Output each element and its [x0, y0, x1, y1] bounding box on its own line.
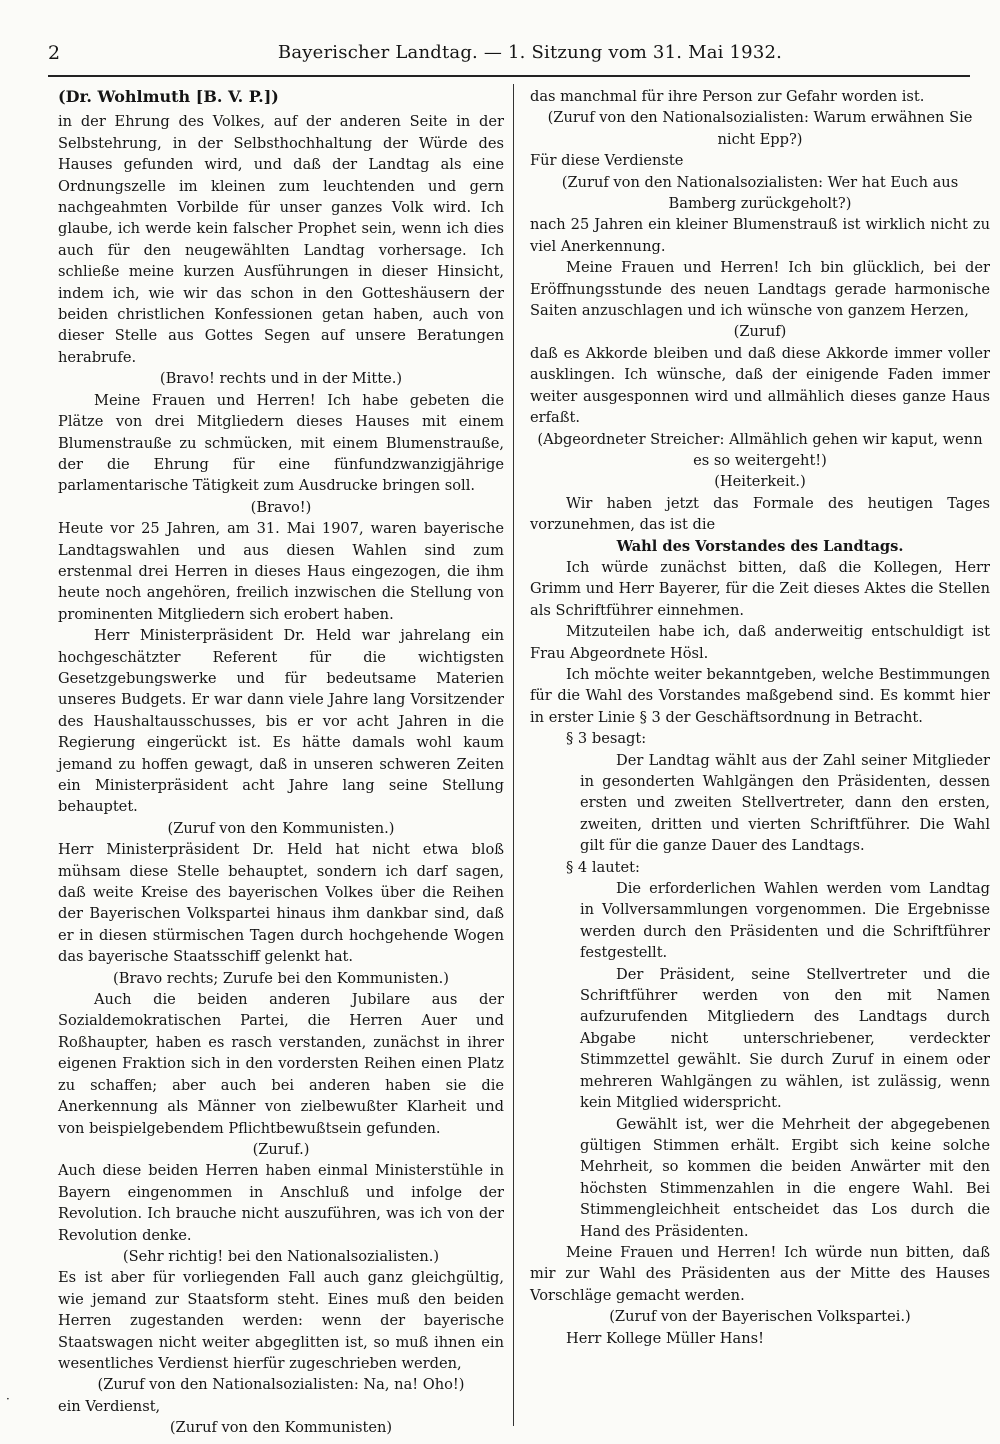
paragraph: Heute vor 25 Jahren, am 31. Mai 1907, waren bayerische Landtagswahlen und aus diesen Wahlen sind zum erstenmal drei Herren in dieses Haus eingezogen, die ihm heute noch angehören, freilich inzwischen die Stellung von prominenten Mitgliedern sich erobert haben. [58, 520, 504, 623]
page-number: 2 [48, 42, 61, 64]
interjection: (Zuruf) [733, 323, 787, 341]
interjection: (Zuruf.) [252, 1140, 310, 1158]
paragraph: Auch die beiden anderen Jubilare aus der Sozialdemokratischen Partei, die Herren Auer und Roßhaupter, haben es rasch verstanden, zunächst in ihrer eigenen Fraktion sich in den vordersten Reihen einen Platz zu schaffen; aber auch bei anderen haben sie die Anerkennung als Männer von zielbewußter Klarheit und von beispielgebendem Pflichtbewußtsein gefunden. [58, 991, 504, 1137]
quoted-paragraph: Der Präsident, seine Stellvertreter und die Schriftführer werden von den mit Namen aufzurufenden Mitgliedern des Landtags durch Abgabe nicht unterschriebener, verdeckter Stimmzettel gewählt. Sie durch Zuruf in einem oder mehreren Wahlgängen zu wählen, ist zulässig, wenn kein Mitglied widerspricht. [580, 965, 990, 1112]
paragraph: in der Ehrung des Volkes, auf der anderen Seite in der Selbstehrung, in der Selbsthochhaltung der Würde des Hauses gefunden wird, und daß der Landtag als eine Ordnungszelle im kleinen zum leuchtenden und gern nachgeahmten Vorbilde für unser ganzes Volk wird. Ich glaube, ich werde kein falscher Prophet sein, wenn ich dies auch für den neugewählten Landtag vorhersage. Ich schließe meine kurzen Ausführungen in dieser Hinsicht, indem ich, wie wir das schon in den Gotteshäusern der beiden christlichen Konfessionen getan haben, auch von dieser Stelle aus Gottes Segen auf unsere Beratungen herabrufe. [58, 113, 504, 366]
interjection: (Zuruf von den Nationalsozialisten: Warum erwähnen Sie nicht Epp?) [547, 109, 973, 148]
right-column [530, 86, 990, 1349]
column-divider [513, 84, 514, 1426]
section-intro: § 3 besagt: [566, 730, 647, 748]
paragraph: nach 25 Jahren ein kleiner Blumenstrauß ist wirklich nicht zu viel Anerkennung. [530, 216, 990, 255]
interjection: (Heiterkeit.) [714, 473, 806, 491]
interjection: (Zuruf von den Kommunisten.) [167, 819, 395, 837]
paragraph: ein Verdienst, [58, 1397, 161, 1415]
section-intro: § 4 lautet: [566, 858, 640, 876]
paragraph: Auch diese beiden Herren haben einmal Ministerstühle in Bayern eingenommen in Anschluß und infolge der Revolution. Ich brauche nicht auszuführen, was ich von der Revolution denke. [58, 1162, 504, 1244]
quoted-paragraph: Gewählt ist, wer die Mehrheit der abgegebenen gültigen Stimmen erhält. Ergibt sich keine solche Mehrheit, so kommen die beiden Anwärter mit den höchsten Stimmenzahlen in die engere Wahl. Bei Stimmengleichheit entscheidet das Los durch die Hand des Präsidenten. [580, 1115, 990, 1240]
interjection: (Sehr richtig! bei den Nationalsozialisten.) [122, 1247, 440, 1265]
interjection: (Abgeordneter Streicher: Allmählich gehen wir kaput, wenn es so weitergeht!) [537, 430, 983, 469]
paragraph: das manchmal für ihre Person zur Gefahr worden ist. [530, 88, 925, 105]
paragraph: Meine Frauen und Herren! Ich habe gebeten die Plätze von drei Mitgliedern dieses Hauses mit einem Blumenstrauße zu schmücken, mit einem Blumenstrauße, der die Ehrung für eine fünfundzwanzigjährige parlamentarische Tätigkeit zum Ausdrucke bringen soll. [58, 391, 504, 495]
paragraph: Herr Kollege Müller Hans! [566, 1329, 764, 1347]
interjection: (Zuruf von den Nationalsozialisten: Na, na! Oho!) [97, 1376, 465, 1394]
quoted-rule [580, 750, 990, 857]
interjection: (Zuruf von den Nationalsozialisten: Wer hat Euch aus Bamberg zurückgeholt?) [561, 173, 959, 213]
paragraph: Mitzuteilen habe ich, daß anderweitig entschuldigt ist Frau Abgeordnete Hösl. [530, 623, 990, 662]
section-heading: Wahl des Vorstandes des Landtags. [616, 537, 904, 555]
quoted-rule [580, 878, 990, 1242]
paragraph: Meine Frauen und Herren! Ich bin glücklich, bei der Eröffnungsstunde des neuen Landtags gerade harmonische Saiten anzuschlagen und ich wünsche von ganzem Herzen, [530, 259, 990, 320]
margin-dot: · [6, 1392, 10, 1406]
paragraph: Ich möchte weiter bekanntgeben, welche Bestimmungen für die Wahl des Vorstandes maßgebend sind. Es kommt hier in erster Linie § 3 der Geschäftsordnung in Betracht. [530, 665, 990, 726]
interjection: (Zuruf von den Kommunisten) [169, 1419, 393, 1437]
paragraph: Wir haben jetzt das Formale des heutigen Tages vorzunehmen, das ist die [530, 494, 990, 534]
interjection: (Bravo!) [250, 498, 312, 516]
speaker-name: (Dr. Wohlmuth [B. V. P.]) [58, 87, 279, 106]
interjection: (Bravo rechts; Zurufe bei den Kommunisten.) [113, 969, 449, 987]
interjection: (Bravo! rechts und in der Mitte.) [159, 370, 403, 388]
paragraph: Meine Frauen und Herren! Ich würde nun bitten, daß mir zur Wahl des Präsidenten aus der Mitte des Hauses Vorschläge gemacht werden. [530, 1243, 990, 1304]
running-header: Bayerischer Landtag. — 1. Sitzung vom 31. Mai 1932. [277, 42, 783, 63]
left-column [58, 86, 504, 1439]
header-rule [48, 75, 970, 77]
quoted-paragraph: Die erforderlichen Wahlen werden vom Landtag in Vollversammlungen vorgenommen. Die Ergebnisse werden durch den Präsidenten und die Schriftführer festgestellt. [580, 880, 990, 962]
interjection: (Zuruf von der Bayerischen Volkspartei.) [609, 1308, 911, 1326]
paragraph: Herr Ministerpräsident Dr. Held war jahrelang ein hochgeschätzter Referent für die wichtigsten Gesetzgebungswerke und für bedeutsame Materien unseres Budgets. Er war dann viele Jahre lang Vorsitzender des Haushaltausschusses, bis er vor acht Jahren in die Regierung eingerückt ist. Es hätte damals wohl kaum jemand zu hoffen gewagt, daß in unseren schweren Zeiten ein Ministerpräsident acht Jahre lang seine Stellung behauptet. [58, 627, 504, 816]
paragraph: daß es Akkorde bleiben und daß diese Akkorde immer voller ausklingen. Ich wünsche, daß der einigende Faden immer weiter ausgesponnen wird und allmählich dieses ganze Haus erfaßt. [530, 344, 990, 427]
paragraph: Es ist aber für vorliegenden Fall auch ganz gleichgültig, wie jemand zur Staatsform steht. Eines muß den beiden Herren zugestanden werden: wenn der bayerische Staatswagen nicht weiter abgeglitten ist, so muß ihnen ein wesentliches Verdienst hierfür zugeschrieben werden, [58, 1269, 504, 1372]
paragraph: Für diese Verdienste [530, 152, 684, 170]
quoted-paragraph: Der Landtag wählt aus der Zahl seiner Mitglieder in gesonderten Wahlgängen den Präsidenten, dessen ersten und zweiten Stellvertreter, dann den ersten, zweiten, dritten und vierten Schriftführer. Die Wahl gilt für die ganze Dauer des Landtags. [580, 751, 990, 855]
paragraph: Herr Ministerpräsident Dr. Held hat nicht etwa bloß mühsam diese Stelle behauptet, sondern ich darf sagen, daß weite Kreise des bayerischen Volkes über die Reihen der Bayerischen Volkspartei hinaus ihm dankbar sind, daß er in diesen stürmischen Tagen durch hochgehende Wogen das bayerische Staatsschiff gelenkt hat. [58, 841, 504, 966]
paragraph: Ich würde zunächst bitten, daß die Kollegen, Herr Grimm und Herr Bayerer, für die Zeit dieses Aktes die Stellen als Schriftführer einnehmen. [530, 558, 990, 619]
